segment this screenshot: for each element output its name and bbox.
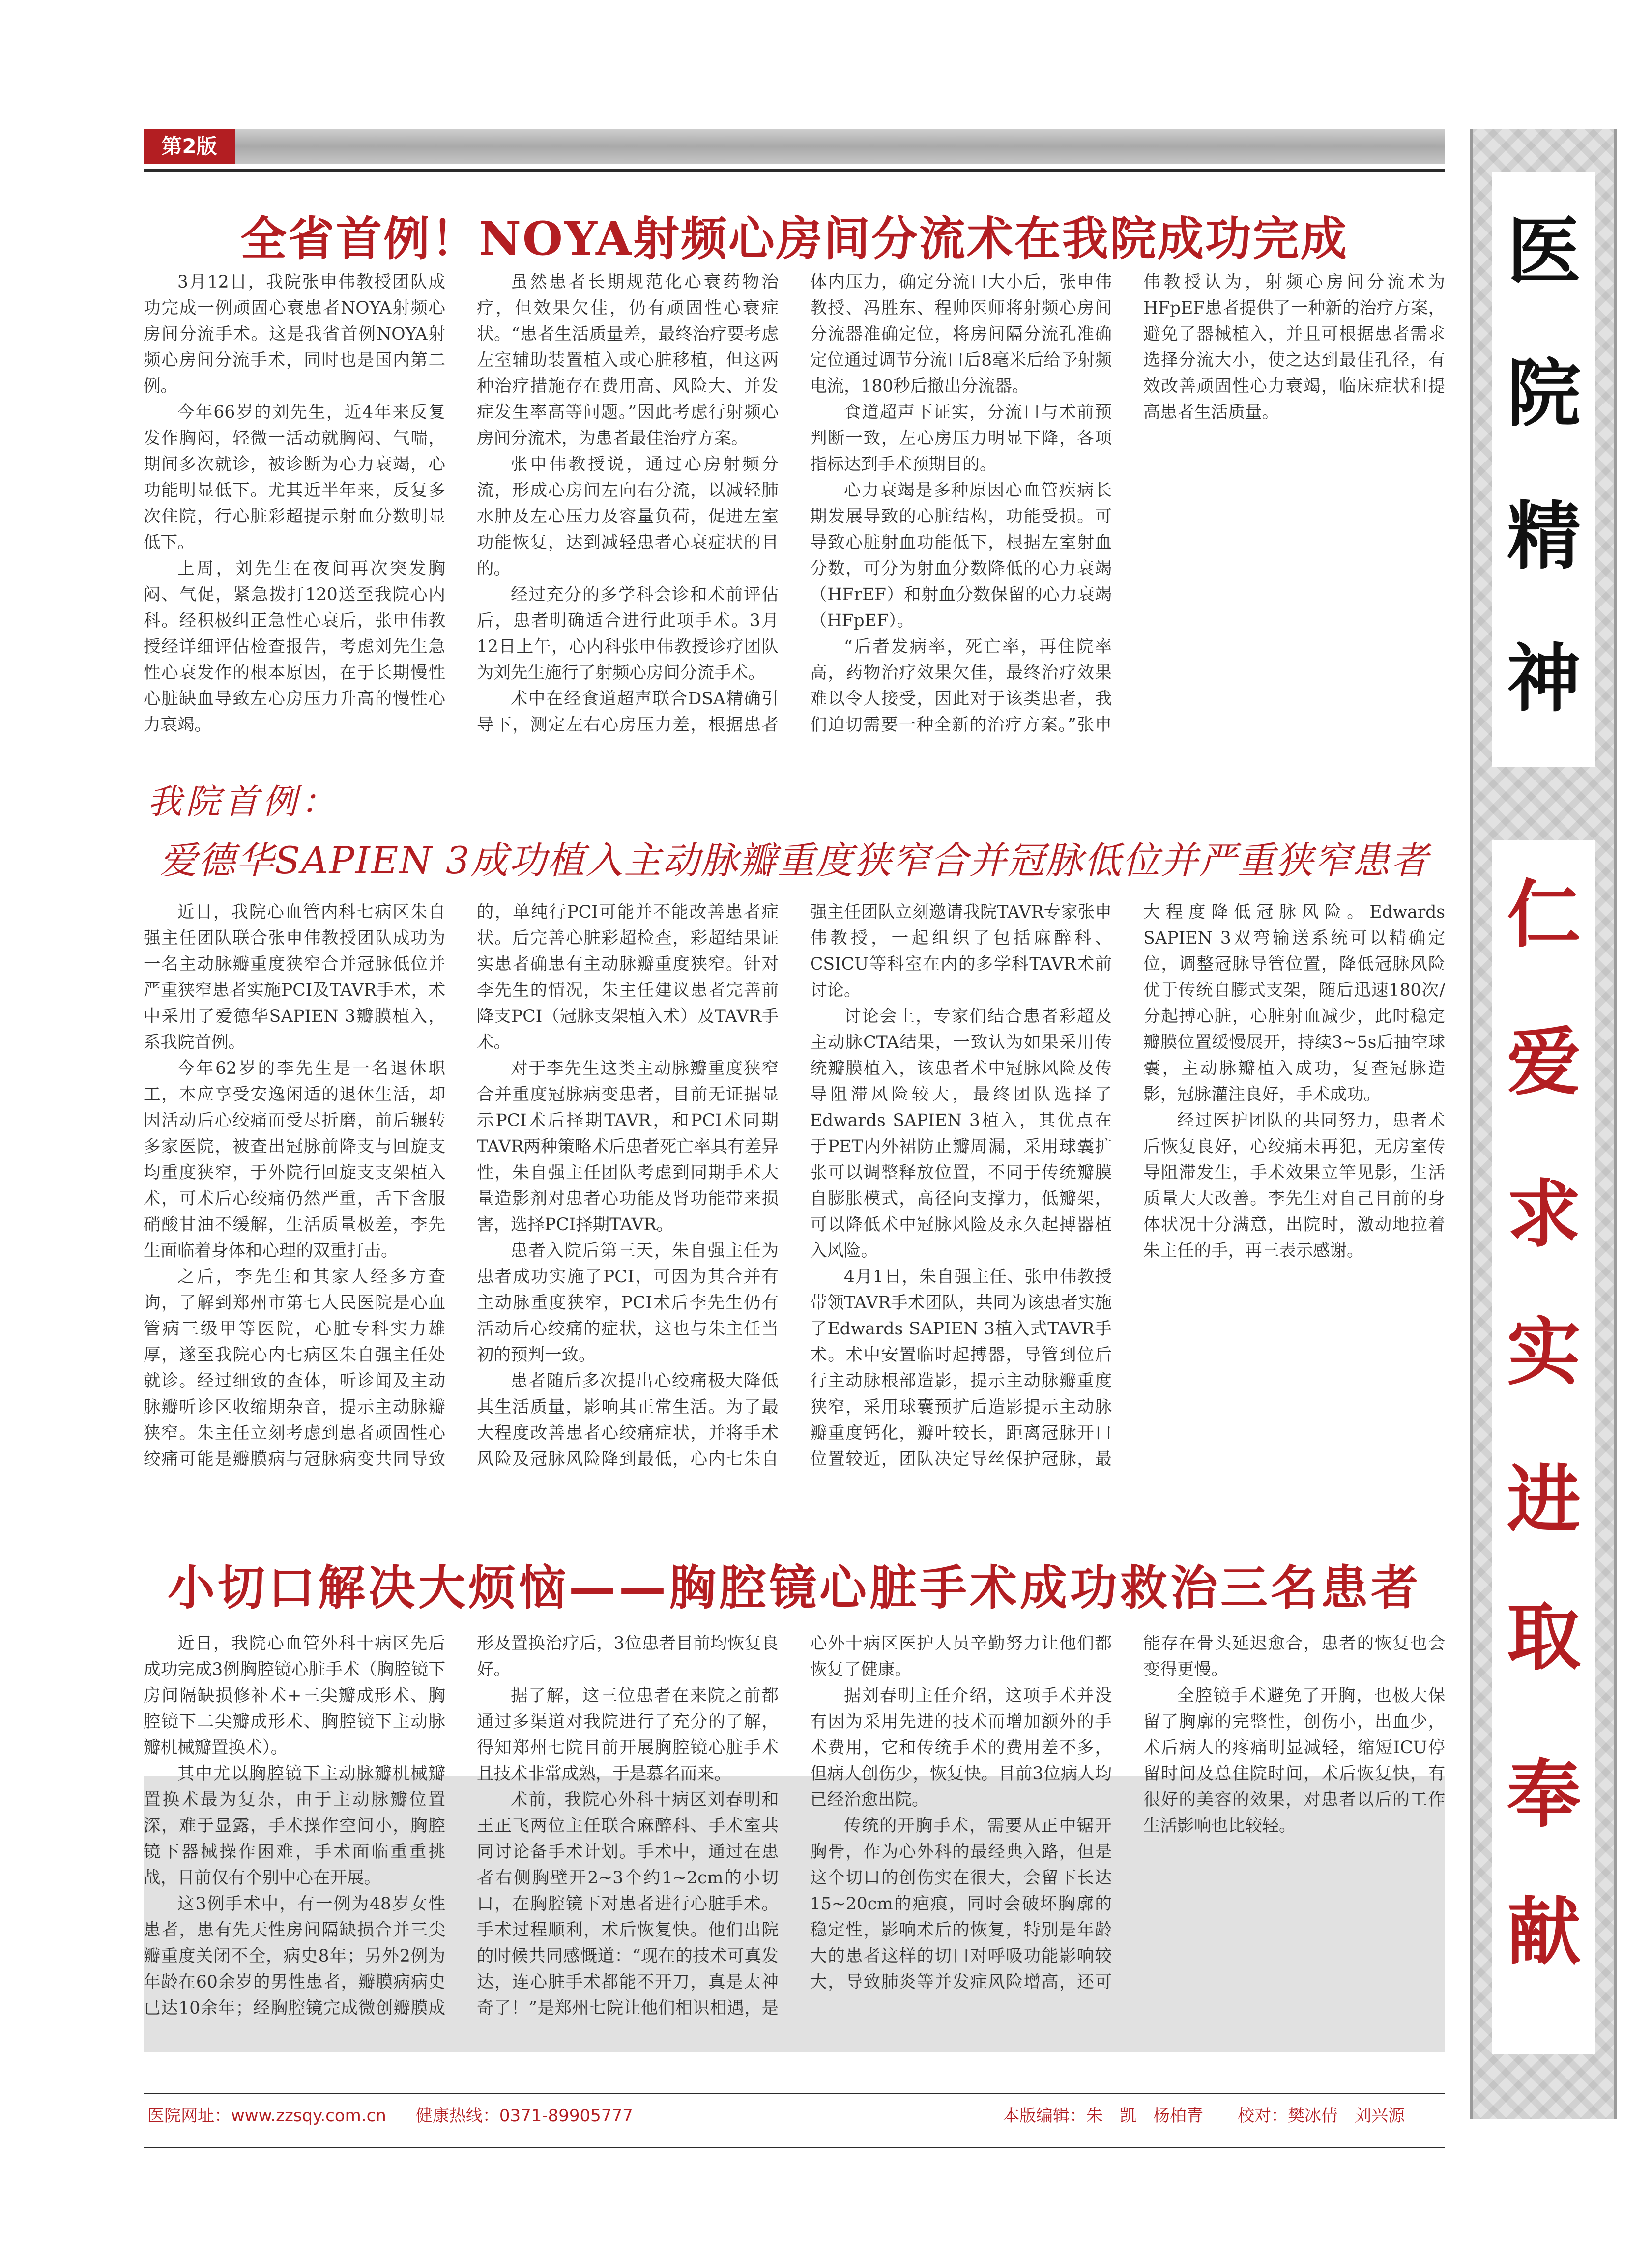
paragraph: 术中在经食道超声联合DSA精确引导下，测定左右心房压力差，根据患者体内压力，确定分流口大小后，张申伟教授、冯胜东、程帅医师将射频心房间分流器准确定位，将房间隔分流孔准确定位通过调节分流口后8毫米后给予射频电流，180秒后撤出分流器。	[477, 272, 1112, 735]
paragraph: 术前，我院心外科十病区刘春明和王正飞两位主任联合麻醉科、手术室共同讨论备手术计划。手术中，通过在患者右侧胸壁开2~3个约1~2cm的小切口，在胸腔镜下对患者进行心脏手术。手术过程顺利，术后恢复快。他们出院的时候共同感慨道：“现在的技术可真发达，连心脏手术都能不开刀，真是太神奇了！”是郑州七院让他们相识相遇，是心外十病区医护人员辛勤努力让他们都恢复了健康。	[477, 1634, 1112, 2018]
paragraph: 食道超声下证实，分流口与术前预判断一致，左心房压力明显下降，各项指标达到手术预期目的。	[810, 403, 1112, 474]
banner-motto-char: 进	[1507, 1457, 1581, 1543]
footer-contact	[147, 2102, 633, 2126]
banner-motto-char: 奉	[1507, 1752, 1581, 1838]
footer-credits	[1003, 2102, 1405, 2126]
article-2-title: 爱德华SAPIEN 3成功植入主动脉瓣重度狭窄合并冠脉低位并严重狭窄患者	[159, 838, 1429, 882]
banner-title-char: 神	[1507, 635, 1581, 722]
hotline-text: 健康热线：0371-89905777	[415, 2106, 633, 2126]
banner-title-char: 院	[1507, 350, 1581, 437]
header-rule	[144, 169, 1445, 172]
editors-text: 本版编辑：朱 凯 杨柏青	[1003, 2106, 1203, 2126]
banner-motto-panel	[1492, 840, 1595, 2054]
paragraph: 今年66岁的刘先生，近4年来反复发作胸闷，轻微一活动就胸闷、气喘，期间多次就诊，被诊断为心力衰竭，心功能明显低下。尤其近半年来，反复多次住院，行心脏彩超提示射血分数明显低下。	[144, 403, 445, 552]
paragraph: 心力衰竭是多种原因心血管疾病长期发展导致的心脏结构，功能受损。可导致心脏射血功能低下，根据左室射血分数，可分为射血分数降低的心力衰竭（HFrEF）和射血分数保留的心力衰竭（HFpEF）。	[810, 481, 1112, 631]
article-3-title: 小切口解决大烦恼——胸腔镜心脏手术成功救治三名患者	[168, 1560, 1421, 1616]
paragraph: 3月12日，我院张申伟教授团队成功完成一例顽固心衰患者NOYA射频心房间分流手术。这是我省首例NOYA射频心房间分流手术，同时也是国内第二例。	[144, 272, 445, 396]
paragraph: 患者随后多次提出心绞痛极大降低其生活质量，影响其正常生活。为了最大程度改善患者心绞痛症状，并将手术风险及冠脉风险降到最低，心内七朱自强主任团队立刻邀请我院TAVR专家张申伟教授，一起组织了包括麻醉科、CSICU等科室在内的多学科TAVR术前讨论。	[477, 902, 1112, 1469]
paragraph: 讨论会上，专家们结合患者彩超及主动脉CTA结果，一致认为如果采用传统瓣膜植入，该患者术中冠脉风险及传导阻滞风险较大，最终团队选择了Edwards SAPIEN 3植入，其优点在于PET内外裙防止瓣周漏，采用球囊扩张可以调整释放位置，不同于传统瓣膜自膨胀模式，高径向支撑力，低瓣架，可以降低术中冠脉风险及永久起搏器植入风险。	[810, 1007, 1112, 1261]
banner-motto-char: 爱	[1507, 1020, 1581, 1105]
proofreaders-text: 校对：樊冰倩 刘兴源	[1238, 2106, 1405, 2126]
paragraph: 据了解，这三位患者在来院之前都通过多渠道对我院进行了充分的了解，得知郑州七院目前开展胸腔镜心脏手术且技术非常成熟，于是慕名而来。	[477, 1686, 779, 1784]
header-bar	[235, 129, 1445, 164]
paragraph: “后者发病率，死亡率，再住院率高，药物治疗效果欠佳，最终治疗效果难以令人接受，因此对于该类患者，我们迫切需要一种全新的治疗方案。”张申伟教授认为，射频心房间分流术为HFpEF患者提供了一种新的治疗方案，避免了器械植入，并且可根据患者需求选择分流大小，使之达到最佳孔径，有效改善顽固性心力衰竭，临床症状和提高患者生活质量。	[810, 272, 1445, 735]
article-1-title: 全省首例！NOYA射频心房间分流术在我院成功完成	[240, 212, 1348, 266]
paragraph: 近日，我院心血管内科七病区朱自强主任团队联合张申伟教授团队成功为一名主动脉瓣重度狭窄合并冠脉低位并严重狭窄患者实施PCI及TAVR手术，术中采用了爱德华SAPIEN 3瓣膜植入，系我院首例。	[144, 902, 445, 1052]
paragraph: 虽然患者长期规范化心衰药物治疗，但效果欠佳，仍有顽固性心衰症状。“患者生活质量差，最终治疗要考虑左室辅助装置植入或心脏移植，但这两种治疗措施存在费用高、风险大、并发症发生率高等问题。”因此考虑行射频心房间分流术，为患者最佳治疗方案。	[477, 272, 779, 448]
paragraph: 之后，李先生和其家人经多方查询，了解到郑州市第七人民医院是心血管病三级甲等医院，心脏专科实力雄厚，遂至我院心内七病区朱自强主任处就诊。经过细致的查体，听诊闻及主动脉瓣听诊区收缩期杂音，提示主动脉瓣狭窄。朱主任立刻考虑到患者顽固性心绞痛可能是瓣膜病与冠脉病变共同导致的，单纯行PCI可能并不能改善患者症状。后完善心脏彩超检查，彩超结果证实患者确患有主动脉瓣重度狭窄。针对李先生的情况，朱主任建议患者完善前降支PCI（冠脉支架植入术）及TAVR手术。	[144, 902, 779, 1469]
paragraph: 近日，我院心血管外科十病区先后成功完成3例胸腔镜心脏手术（胸腔镜下房间隔缺损修补术+三尖瓣成形术、胸腔镜下二尖瓣成形术、胸腔镜下主动脉瓣机械瓣置换术）。	[144, 1634, 445, 1758]
paragraph: 经过医护团队的共同努力，患者术后恢复良好，心绞痛未再犯，无房室传导阻滞发生，手术效果立竿见影，生活质量大大改善。李先生对自己目前的身体状况十分满意，出院时，激动地拉着朱主任的手，再三表示感谢。	[1143, 1111, 1445, 1261]
paragraph: 全腔镜手术避免了开胸，也极大保留了胸廓的完整性，创伤小，出血少，术后病人的疼痛明显减轻，缩短ICU停留时间及总住院时间，术后恢复快，有很好的美容的效果，对患者以后的工作生活影响也比较轻。	[1143, 1686, 1445, 1836]
paragraph: 传统的开胸手术，需要从正中锯开胸骨，作为心外科的最经典入路，但是这个切口的创伤实在很大，会留下长达15~20cm的疤痕，同时会破坏胸廓的稳定性，影响术后的恢复，特别是年龄大的患者这样的切口对呼吸功能影响较大，导致肺炎等并发症风险增高，还可能存在骨头延迟愈合，患者的恢复也会变得更慢。	[810, 1634, 1445, 1992]
paragraph: 上周，刘先生在夜间再次突发胸闷、气促，紧急拨打120送至我院心内科。经积极纠正急性心衰后，张申伟教授经详细评估检查报告，考虑刘先生急性心衰发作的根本原因，在于长期慢性心脏缺血导致左心房压力升高的慢性心力衰竭。	[144, 559, 445, 735]
banner-motto-char: 求	[1507, 1172, 1581, 1258]
footer-rule-bottom	[144, 2147, 1445, 2148]
paragraph: 其中尤以胸腔镜下主动脉瓣机械瓣置换术最为复杂，由于主动脉瓣位置深，难于显露，手术操作空间小，胸腔镜下器械操作困难，手术面临重重挑战，目前仅有个别中心在开展。	[144, 1764, 445, 1888]
article-1-body	[144, 269, 1445, 761]
footer-rule-top	[144, 2093, 1445, 2094]
paragraph: 4月1日，朱自强主任、张申伟教授带领TAVR手术团队，共同为该患者实施了Edwards SAPIEN 3植入式TAVR手术。术中安置临时起搏器，导管到位后行主动脉根部造影，提示主动脉瓣重度狭窄，采用球囊预扩后造影提示主动脉瓣重度钙化，瓣叶较长，距离冠脉开口位置较近，团队决定导丝保护冠脉，最大程度降低冠脉风险。Edwards SAPIEN 3双弯输送系统可以精确定位，调整冠脉导管位置，降低冠脉风险优于传统自膨式支架，随后迅速180次/分起搏心脏，心脏射血减少，此时稳定瓣膜位置缓慢展开，持续3~5s后抽空球囊，主动脉瓣植入成功，复查冠脉造影，冠脉灌注良好，手术成功。	[810, 902, 1445, 1469]
article-3-body	[144, 1631, 1445, 2029]
banner-title-char: 精	[1507, 493, 1581, 579]
banner-motto-char: 仁	[1507, 872, 1581, 958]
paragraph: 经过充分的多学科会诊和术前评估后，患者明确适合进行此项手术。3月12日上午，心内科张申伟教授诊疗团队为刘先生施行了射频心房间分流手术。	[477, 585, 779, 683]
page-number-tag: 第2版	[144, 129, 235, 164]
article-2-kicker: 我院首例：	[147, 781, 339, 822]
paragraph: 张申伟教授说，通过心房射频分流，形成心房间左向右分流，以减轻肺水肿及左心压力及容量负荷，促进左室功能恢复，达到减轻患者心衰症状的目的。	[477, 455, 779, 578]
paragraph: 患者入院后第三天，朱自强主任为患者成功实施了PCI，可因为其合并有主动脉重度狭窄，PCI术后李先生仍有活动后心绞痛的症状，这也与朱主任当初的预判一致。	[477, 1241, 779, 1365]
banner-title-char: 医	[1507, 208, 1581, 294]
article-2-body	[144, 899, 1445, 1484]
banner-motto-char: 取	[1507, 1595, 1581, 1680]
banner-motto-char: 实	[1507, 1310, 1581, 1395]
paragraph: 今年62岁的李先生是一名退休职工，本应享受安逸闲适的退休生活，却因活动后心绞痛而受尽折磨，前后辗转多家医院，被查出冠脉前降支与回旋支均重度狭窄，于外院行回旋支支架植入术，可术后心绞痛仍然严重，舌下含服硝酸甘油不缓解，生活质量极差，李先生面临着身体和心理的双重打击。	[144, 1059, 445, 1261]
paragraph: 这3例手术中，有一例为48岁女性患者，患有先天性房间隔缺损合并三尖瓣重度关闭不全，病史8年；另外2例为年龄在60余岁的男性患者，瓣膜病病史已达10余年；经胸腔镜完成微创瓣膜成形及置换治疗后，3位患者目前均恢复良好。	[144, 1634, 779, 2018]
paragraph: 据刘春明主任介绍，这项手术并没有因为采用先进的技术而增加额外的手术费用，它和传统手术的费用差不多，但病人创伤少，恢复快。目前3位病人均已经治愈出院。	[810, 1686, 1112, 1810]
website-text: 医院网址：www.zzsqy.com.cn	[147, 2106, 386, 2126]
banner-title-panel	[1492, 172, 1595, 767]
paragraph: 对于李先生这类主动脉瓣重度狭窄合并重度冠脉病变患者，目前无证据显示PCI术后择期TAVR，和PCI术同期TAVR两种策略术后患者死亡率具有差异性，朱自强主任团队考虑到同期手术大量造影剂对患者心功能及肾功能带来损害，选择PCI择期TAVR。	[477, 1059, 779, 1235]
banner-motto-char: 献	[1507, 1890, 1581, 1975]
